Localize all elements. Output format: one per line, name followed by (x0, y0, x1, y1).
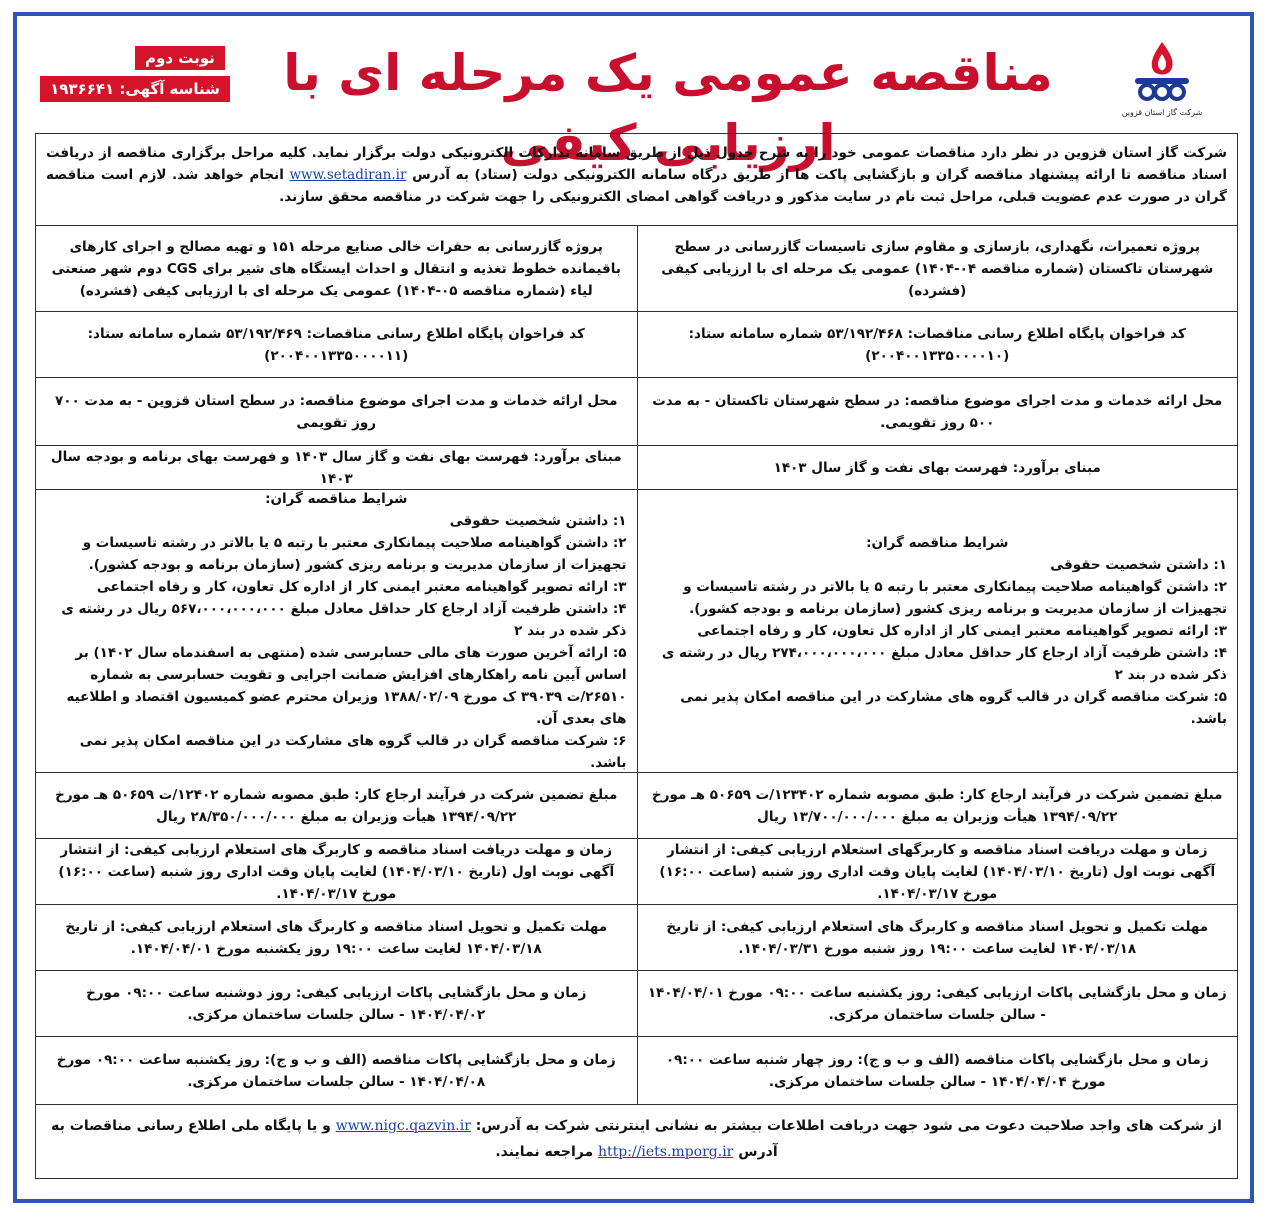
conditions-heading: شرایط مناقصه گران: (866, 535, 1009, 551)
project-1-call-code: کد فراخوان پایگاه اطلاع رسانی مناقصات: ۵۳/۱۹۲/۴۶۸ شماره سامانه ستاد: (۲۰۰۴۰۰۱۳۳۵۰۰۰۰۱۰) (637, 312, 1238, 377)
condition-item: ۴: داشتن ظرفیت آزاد ارجاع کار حداقل معادل مبلغ ۵۶۷،۰۰۰،۰۰۰،۰۰۰ ریال در رشته ی ذکر شده در بند ۲ (61, 601, 627, 639)
project-2-receipt-deadline: زمان و مهلت دریافت اسناد مناقصه و کاربرگ های استعلام ارزیابی کیفی: از انتشار آگهی نوبت اول (تاریخ ۱۴۰۴/۰۳/۱۰) لغایت پایان وقت اداری روز شنبه (ساعت ۱۶:۰۰) مورخ ۱۴۰۴/۰۳/۱۷. (58, 841, 615, 902)
project-1-estimate-basis: مبنای برآورد: فهرست بهای نفت و گاز سال ۱۴۰۳ (637, 446, 1238, 489)
project-1-envelope-opening: زمان و محل بازگشایی پاکات مناقصه (الف و ب و ج): روز چهار شنبه ساعت ۰۹:۰۰ مورخ ۱۴۰۴/۰۴/۰۴ - سالن جلسات ساختمان مرکزی. (637, 1037, 1238, 1104)
badges (40, 46, 230, 102)
footer-text-3: مراجعه نمایند. (495, 1144, 594, 1160)
condition-item: ۲: داشتن گواهینامه صلاحیت پیمانکاری معتبر با رتبه ۵ یا بالاتر در رشته تاسیسات و تجهیزات از سازمان مدیریت و برنامه ریزی کشور (سازمان برنامه و بودجه کشور). (683, 579, 1227, 617)
logo-caption: شرکت گاز استان قزوین (1121, 108, 1203, 117)
condition-item: ۱: داشتن شخصیت حقوقی (1050, 557, 1227, 573)
intro-paragraph (36, 134, 1237, 226)
project-1-guarantee: مبلغ تضمین شرکت در فرآیند ارجاع کار: طبق مصوبه شماره ۱۲۳۴۰۲/ت ۵۰۶۵۹ هـ مورخ ۱۳۹۴/۰۹/۲۲ هیأت وزیران به مبلغ ۱۳/۷۰۰/۰۰۰/۰۰۰ ریال (637, 773, 1238, 838)
project-1-receipt-deadline: زمان و مهلت دریافت اسناد مناقصه و کاربرگهای استعلام ارزیابی کیفی: از انتشار آگهی نوبت اول (تاریخ ۱۴۰۴/۰۳/۱۰) لغایت پایان وقت اداری روز شنبه (ساعت ۱۶:۰۰) مورخ ۱۴۰۴/۰۳/۱۷. (637, 839, 1238, 904)
project-2-call-code: کد فراخوان پایگاه اطلاع رسانی مناقصات: ۵۳/۱۹۲/۴۶۹ شماره سامانه ستاد: (۲۰۰۴۰۰۱۳۳۵۰۰۰۰۱۱) (87, 325, 585, 364)
condition-item: ۵: شرکت مناقصه گران در قالب گروه های مشارکت در این مناقصه امکان پذیر نمی باشد. (680, 689, 1227, 727)
guarantee-row (36, 773, 1237, 839)
condition-item: ۱: داشتن شخصیت حقوقی (449, 513, 627, 529)
gas-company-logo-icon (1127, 38, 1197, 106)
project-2-envelope-opening: زمان و محل بازگشایی پاکات مناقصه (الف و ب و ج): روز یکشنبه ساعت ۰۹:۰۰ مورخ ۱۴۰۴/۰۴/۰۸ - سالن جلسات ساختمان مرکزی. (56, 1051, 616, 1090)
condition-item: ۲: داشتن گواهینامه صلاحیت پیمانکاری معتبر با رتبه ۵ یا بالاتر در رشته تاسیسات و تجهیزات از سازمان مدیریت و برنامه ریزی کشور (سازمان برنامه و بودجه کشور). (82, 535, 627, 573)
company-logo (1112, 38, 1212, 132)
conditions-row (36, 490, 1237, 773)
footer-text-1: از شرکت های واجد صلاحیت دعوت می شود جهت دریافت اطلاعات بیشتر به نشانی اینترنتی شرکت به آدرس: (475, 1118, 1222, 1134)
service-location-row (36, 378, 1237, 446)
project-2-location: محل ارائه خدمات و مدت اجرای موضوع مناقصه: در سطح استان قزوین - به مدت ۷۰۰ روز تقویمی (54, 392, 618, 431)
envelope-opening-row (36, 1037, 1237, 1105)
project-2-title: پروژه گازرسانی به حفرات خالی صنایع مرحله ۱۵۱ و تهیه مصالح و اجرای کارهای باقیمانده خطوط تغذیه و انتقال و احداث ایستگاه های شیر برای CGS دوم شهر صنعتی لیاء (شماره مناقصه ۰۵-۱۴۰۴) عمومی یک مرحله ای با ارزیابی کیفی (فشرده) (51, 238, 621, 299)
page-title: مناقصه عمومی یک مرحله ای با ارزیابی کیفی (283, 44, 1053, 172)
setad-link[interactable]: www.setadiran.ir (289, 167, 407, 183)
project-1-quality-opening: زمان و محل بازگشایی پاکات ارزیابی کیفی: روز یکشنبه ساعت ۰۹:۰۰ مورخ ۱۴۰۴/۰۴/۰۱ - سالن جلسات ساختمان مرکزی. (637, 971, 1238, 1036)
condition-item: ۶: شرکت مناقصه گران در قالب گروه های مشارکت در این مناقصه امکان پذیر نمی باشد. (79, 733, 627, 771)
project-2-submission-deadline: مهلت تکمیل و تحویل اسناد مناقصه و کاربرگ های استعلام ارزیابی کیفی: از تاریخ ۱۴۰۴/۰۳/۱۸ لغایت ساعت ۱۹:۰۰ روز یکشنبه مورخ ۱۴۰۴/۰۴/۰۱. (65, 918, 608, 957)
project-title-row (36, 226, 1237, 312)
condition-item: ۳: ارائه تصویر گواهینامه معتبر ایمنی کار از اداره کل تعاون، کار و رفاه اجتماعی (96, 579, 627, 595)
condition-item: ۴: داشتن ظرفیت آزاد ارجاع کار حداقل معادل مبلغ ۲۷۴،۰۰۰،۰۰۰،۰۰۰ ریال در رشته ی ذکر شده در بند ۲ (661, 645, 1227, 683)
estimate-basis-row (36, 446, 1237, 490)
condition-item: ۳: ارائه تصویر گواهینامه معتبر ایمنی کار از اداره کل تعاون، کار و رفاه اجتماعی (697, 623, 1227, 639)
iets-link[interactable]: http://iets.mporg.ir (598, 1144, 734, 1160)
document-receipt-row (36, 839, 1237, 905)
project-2-guarantee: مبلغ تضمین شرکت در فرآیند ارجاع کار: طبق مصوبه شماره ۱۲۴۰۲/ت ۵۰۶۵۹ هـ مورخ ۱۳۹۴/۰۹/۲۲ هیأت وزیران به مبلغ ۲۸/۳۵۰/۰۰۰/۰۰۰ ریال (55, 786, 618, 825)
call-code-row (36, 312, 1237, 378)
submission-row (36, 905, 1237, 971)
project-1-submission-deadline: مهلت تکمیل و تحویل اسناد مناقصه و کاربرگ های استعلام ارزیابی کیفی: از تاریخ ۱۴۰۴/۰۳/۱۸ لغایت ساعت ۱۹:۰۰ روز شنبه مورخ ۱۴۰۴/۰۳/۳۱. (637, 905, 1238, 970)
project-1-conditions (637, 490, 1238, 772)
project-2-conditions (36, 490, 637, 772)
tender-document (35, 133, 1238, 1179)
intro-text-2: انجام خواهد شد. لازم است مناقصه گران در صورت عدم عضویت قبلی، مراحل ثبت نام در سایت مذکور و دریافت گواهی امضای الکترونیکی را جهت شرکت در مناقصه محقق سازند. (46, 167, 1227, 205)
intro-text-1: شرکت گاز استان قزوین در نظر دارد مناقصات عمومی خود را به شرح جدول ذیل از طریق سامانه تدارکات الکترونیکی دولت برگزار نماید. کلیه مراحل برگزاری مناقصه از دریافت اسناد مناقصه تا ارائه پیشنهاد مناقصه گران و بازگشایی پاکت ها از طریق درگاه سامانه الکترونیکی دولت (ستاد) به آدرس (46, 145, 1228, 183)
project-1-location: محل ارائه خدمات و مدت اجرای موضوع مناقصه: در سطح شهرستان تاکستان - به مدت ۵۰۰ روز تقویمی. (637, 378, 1238, 445)
project-1-title: پروژه تعمیرات، نگهداری، بازسازی و مقاوم سازی تاسیسات گازرسانی در سطح شهرستان تاکستان (شماره مناقصه ۰۴-۱۴۰۴) عمومی یک مرحله ای با ارزیابی کیفی (فشرده) (637, 226, 1238, 311)
footer-note (36, 1105, 1237, 1181)
project-2-estimate-basis: مبنای برآورد: فهرست بهای نفت و گاز سال ۱۴۰۳ و فهرست بهای برنامه و بودجه سال ۱۴۰۳ (50, 448, 622, 487)
condition-item: ۵: ارائه آخرین صورت های مالی حسابرسی شده (منتهی به اسفندماه سال ۱۴۰۲) بر اساس آیین نامه راهکارهای افزایش ضمانت اجرایی و تقویت حسابرسی به شماره ۲۶۵۱۰/ت ۳۹۰۳۹ ک مورخ ۱۳۸۸/۰۲/۰۹ وزیران محترم عضو کمیسیون اقتصاد و اطلاعیه های بعدی آن. (66, 645, 627, 727)
conditions-heading: شرایط مناقصه گران: (265, 491, 408, 507)
footer-text-2: و یا پایگاه ملی اطلاع رسانی مناقصات به آدرس (51, 1118, 778, 1160)
quality-opening-row (36, 971, 1237, 1037)
nobat-badge: نوبت دوم (135, 46, 225, 70)
ad-id-badge: شناسه آگهی: ۱۹۳۶۶۴۱ (40, 76, 230, 102)
nigc-qazvin-link[interactable]: www.nigc.qazvin.ir (335, 1118, 471, 1134)
project-2-quality-opening: زمان و محل بازگشایی پاکات ارزیابی کیفی: روز دوشنبه ساعت ۰۹:۰۰ مورخ ۱۴۰۴/۰۴/۰۲ - سالن جلسات ساختمان مرکزی. (86, 984, 587, 1023)
